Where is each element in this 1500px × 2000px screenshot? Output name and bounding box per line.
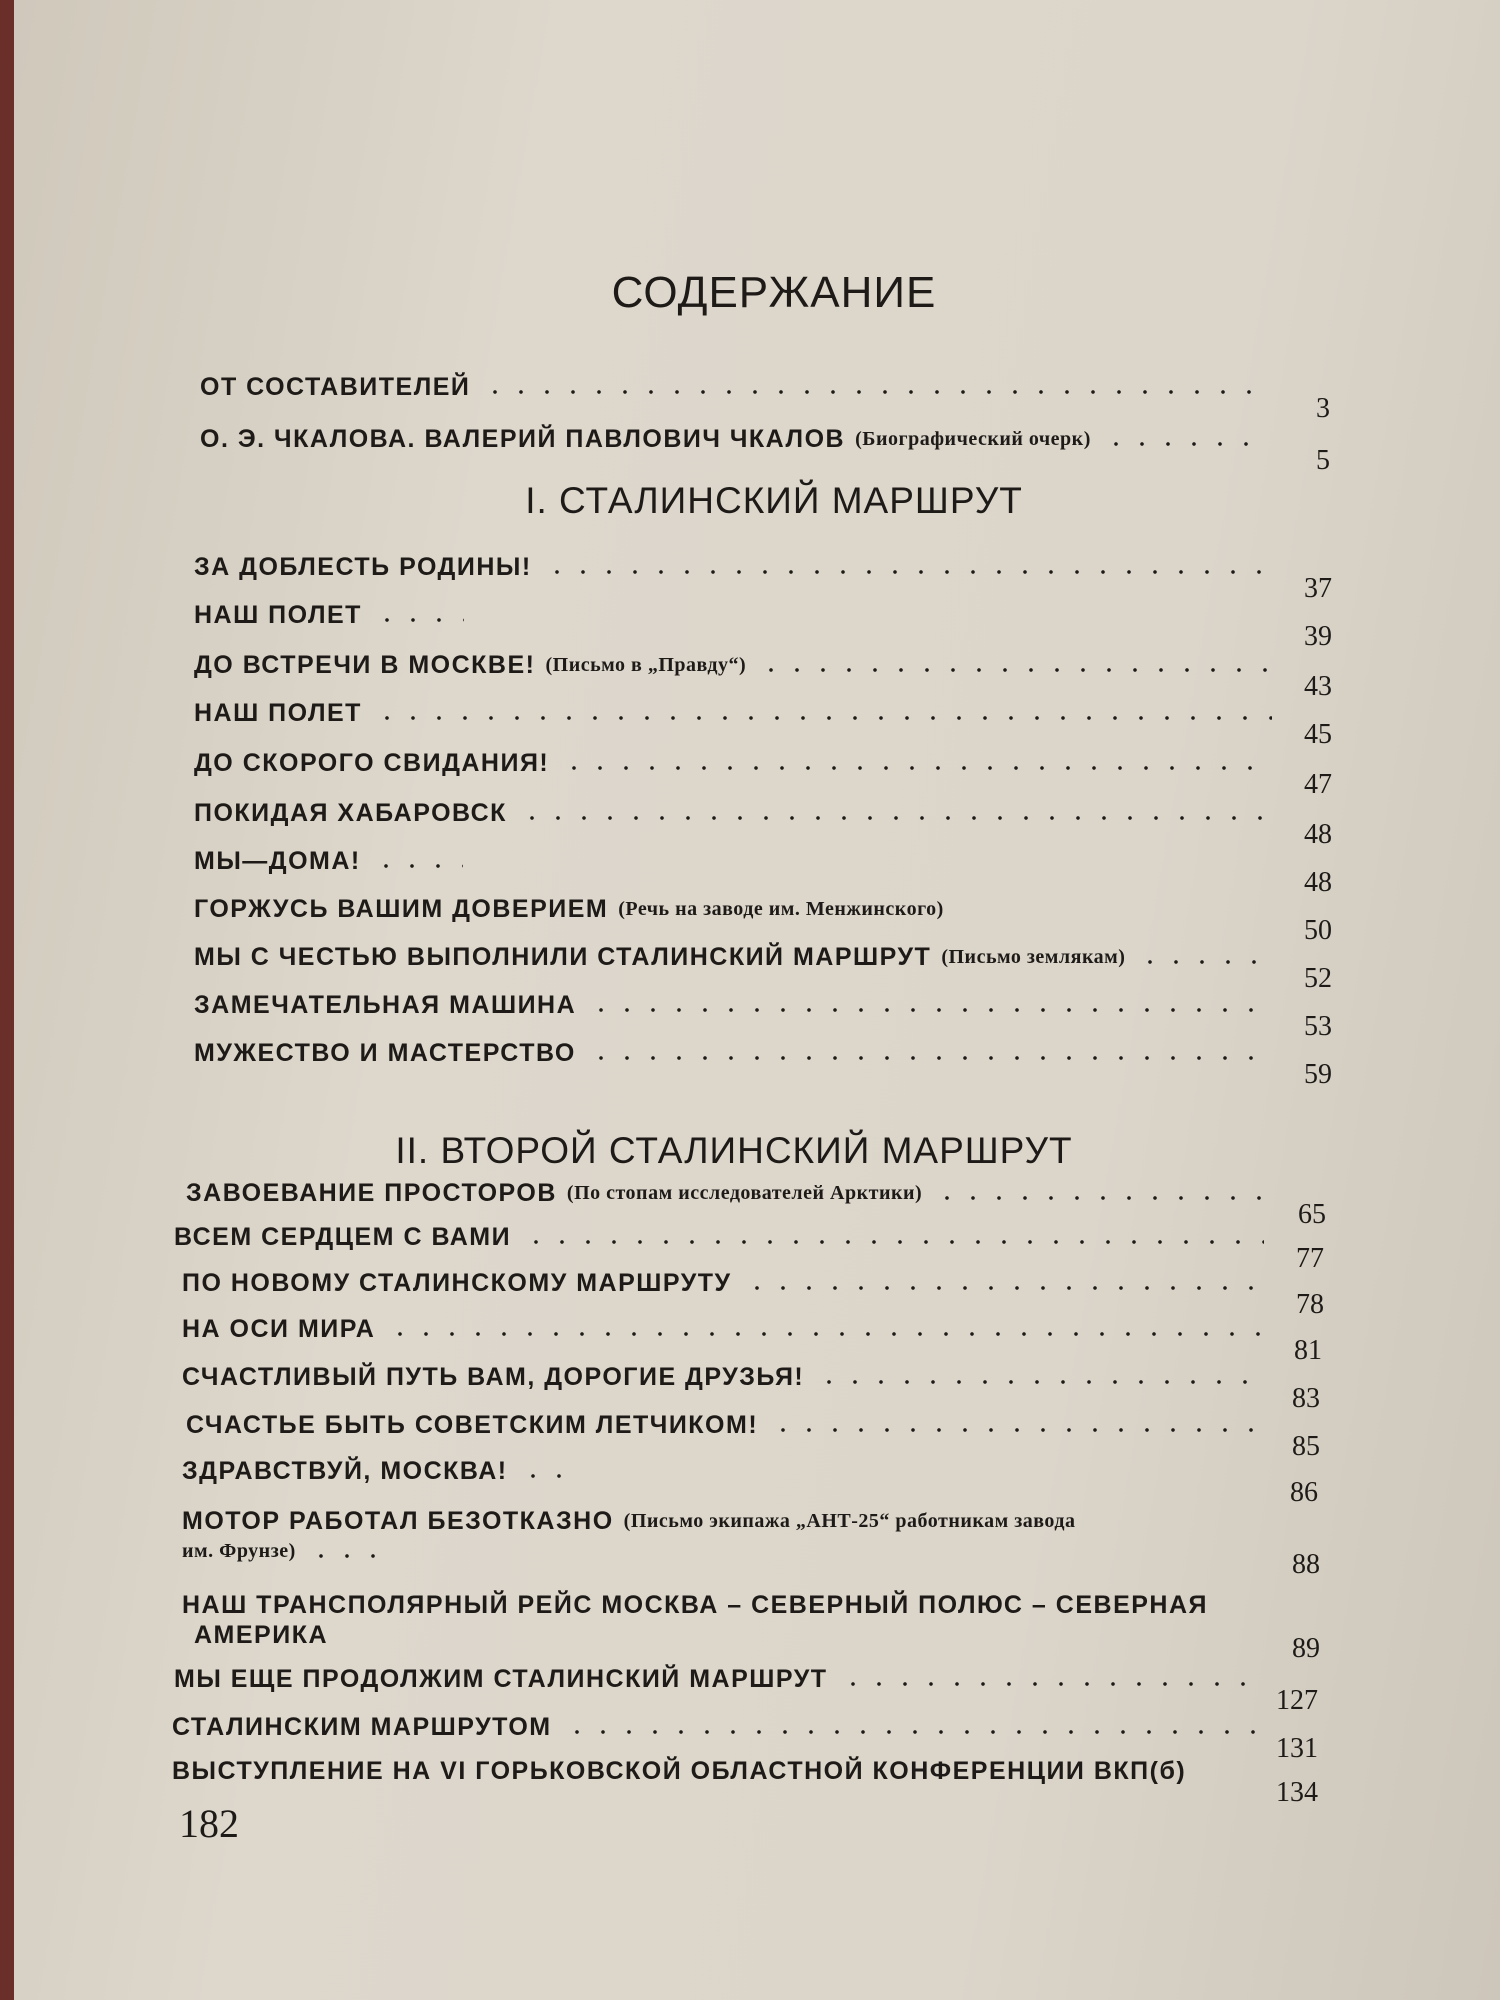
toc-entry-title: НА ОСИ МИРА bbox=[182, 1315, 376, 1343]
toc-entry-title: ЗАМЕЧАТЕЛЬНАЯ МАШИНА bbox=[194, 991, 577, 1019]
dot-leader bbox=[564, 1730, 1258, 1734]
dot-leader bbox=[519, 816, 1272, 820]
dot-leader bbox=[387, 1332, 1262, 1336]
dot-leader bbox=[374, 618, 464, 622]
toc-entry-page: 88 bbox=[1292, 1549, 1320, 1580]
toc-entry-page: 37 bbox=[1304, 573, 1332, 604]
toc-entry bbox=[172, 1756, 1318, 1812]
toc-entry-page: 83 bbox=[1292, 1383, 1320, 1414]
dot-leader bbox=[588, 1056, 1272, 1060]
toc-entry-page: 47 bbox=[1304, 769, 1332, 800]
toc-entry-page: 53 bbox=[1304, 1011, 1332, 1042]
toc-entry bbox=[182, 1590, 1320, 1670]
dot-leader bbox=[544, 570, 1272, 574]
toc-entry-title: ЗА ДОБЛЕСТЬ РОДИНЫ! bbox=[194, 553, 532, 581]
toc-entry-page: 59 bbox=[1304, 1059, 1332, 1090]
toc-entry-line1 bbox=[182, 1590, 1260, 1620]
dot-leader bbox=[1137, 960, 1272, 964]
toc-entry bbox=[194, 748, 1332, 804]
toc-entry-page: 52 bbox=[1304, 963, 1332, 994]
dot-leader bbox=[770, 1428, 1260, 1432]
toc-entry-title: НАШ ПОЛЕТ bbox=[194, 601, 362, 629]
book-page bbox=[14, 0, 1500, 2000]
toc-entry bbox=[200, 372, 1330, 428]
toc-entry bbox=[182, 1456, 1318, 1512]
toc-entry bbox=[194, 600, 1332, 656]
dot-leader bbox=[374, 716, 1272, 720]
toc-entry-page: 3 bbox=[1316, 393, 1330, 424]
toc-entry-title: МЫ С ЧЕСТЬЮ ВЫПОЛНИЛИ СТАЛИНСКИЙ МАРШРУТ bbox=[194, 943, 932, 971]
toc-entry-page: 39 bbox=[1304, 621, 1332, 652]
toc-entry-title-continued: АМЕРИКА bbox=[194, 1621, 329, 1649]
toc-entry-page: 5 bbox=[1316, 445, 1330, 476]
toc-entry-title: ЗДРАВСТВУЙ, МОСКВА! bbox=[182, 1457, 508, 1485]
toc-entry-page: 127 bbox=[1276, 1685, 1318, 1716]
dot-leader bbox=[523, 1240, 1264, 1244]
toc-entry-note: (Биографический очерк) bbox=[855, 428, 1091, 450]
toc-entry bbox=[182, 1506, 1320, 1586]
toc-entry-title: НАШ ПОЛЕТ bbox=[194, 699, 362, 727]
toc-entry-page: 77 bbox=[1296, 1243, 1324, 1274]
toc-entry-title: МОТОР РАБОТАЛ БЕЗОТКАЗНО bbox=[182, 1507, 614, 1535]
dot-leader bbox=[520, 1474, 580, 1478]
dot-leader bbox=[934, 1196, 1266, 1200]
toc-entry-page: 81 bbox=[1294, 1335, 1322, 1366]
toc-entry-title: ОТ СОСТАВИТЕЛЕЙ bbox=[200, 373, 471, 401]
dot-leader bbox=[744, 1286, 1264, 1290]
toc-entry-page: 85 bbox=[1292, 1431, 1320, 1462]
toc-entry-note: (По стопам исследователей Арктики) bbox=[566, 1182, 923, 1204]
toc-entry-title: СЧАСТЛИВЫЙ ПУТЬ ВАМ, ДОРОГИЕ ДРУЗЬЯ! bbox=[182, 1363, 805, 1391]
toc-entry-title: МЫ ЕЩЕ ПРОДОЛЖИМ СТАЛИНСКИЙ МАРШРУТ bbox=[174, 1665, 828, 1693]
dot-leader bbox=[758, 668, 1272, 672]
toc-entry-page: 50 bbox=[1304, 915, 1332, 946]
toc-entry-line1 bbox=[182, 1506, 1260, 1536]
dot-leader bbox=[308, 1554, 388, 1558]
toc-entry-page: 65 bbox=[1298, 1199, 1326, 1230]
toc-entry-title: СТАЛИНСКИМ МАРШРУТОМ bbox=[172, 1713, 552, 1741]
dot-leader bbox=[561, 766, 1272, 770]
dot-leader bbox=[588, 1008, 1272, 1012]
toc-entry-note: (Письмо в „Правду“) bbox=[545, 654, 747, 676]
toc-entry bbox=[200, 424, 1330, 480]
toc-entry-note-continued: им. Фрунзе) bbox=[182, 1540, 296, 1562]
section-title: I. СТАЛИНСКИЙ МАРШРУТ bbox=[525, 480, 1023, 521]
dot-leader bbox=[1103, 442, 1270, 446]
toc-entry-title: ДО СКОРОГО СВИДАНИЯ! bbox=[194, 749, 550, 777]
toc-entry bbox=[194, 698, 1332, 754]
toc-entry-title: НАШ ТРАНСПОЛЯРНЫЙ РЕЙС МОСКВА – СЕВЕРНЫЙ ПОЛЮС – СЕВЕРНАЯ bbox=[182, 1591, 1208, 1619]
toc-entry-text bbox=[182, 1506, 1260, 1566]
toc-entry-title: ПО НОВОМУ СТАЛИНСКОМУ МАРШРУТУ bbox=[182, 1269, 732, 1297]
section-title: II. ВТОРОЙ СТАЛИНСКИЙ МАРШРУТ bbox=[395, 1130, 1073, 1171]
toc-entry-title: О. Э. ЧКАЛОВА. ВАЛЕРИЙ ПАВЛОВИЧ ЧКАЛОВ bbox=[200, 425, 846, 453]
dot-leader bbox=[373, 864, 463, 868]
toc-entry-page: 48 bbox=[1304, 867, 1332, 898]
toc-entry-note: (Письмо экипажа „АНТ-25“ работникам завода bbox=[623, 1510, 1076, 1532]
toc-entry-line2 bbox=[182, 1620, 1260, 1650]
toc-entry-page: 131 bbox=[1276, 1733, 1318, 1764]
toc-entry-page: 86 bbox=[1290, 1477, 1318, 1508]
toc-entry-title: ВЫСТУПЛЕНИЕ НА VI ГОРЬКОВСКОЙ ОБЛАСТНОЙ КОНФЕРЕНЦИИ ВКП(б) bbox=[172, 1757, 1187, 1785]
book-cover-edge bbox=[0, 0, 14, 2000]
toc-entry-title: ВСЕМ СЕРДЦЕМ С ВАМИ bbox=[174, 1223, 512, 1251]
toc-entry-page: 78 bbox=[1296, 1289, 1324, 1320]
toc-entry-line2 bbox=[182, 1536, 1260, 1566]
toc-entry-note: (Письмо землякам) bbox=[941, 946, 1126, 968]
toc-entry-title: ПОКИДАЯ ХАБАРОВСК bbox=[194, 799, 507, 827]
toc-entry-page: 48 bbox=[1304, 819, 1332, 850]
dot-leader bbox=[816, 1380, 1260, 1384]
toc-entry-page: 134 bbox=[1276, 1777, 1318, 1808]
contents-title: СОДЕРЖАНИЕ bbox=[611, 268, 937, 317]
toc-entry-text bbox=[182, 1590, 1260, 1650]
toc-entry-title: ГОРЖУСЬ ВАШИМ ДОВЕРИЕМ bbox=[194, 895, 609, 923]
dot-leader bbox=[482, 390, 1270, 394]
toc-entry bbox=[194, 1038, 1332, 1094]
toc-entry-title: МЫ—ДОМА! bbox=[194, 847, 361, 875]
dot-leader bbox=[840, 1682, 1258, 1686]
toc-entry-note: (Речь на заводе им. Менжинского) bbox=[618, 898, 944, 920]
toc-entry-title: СЧАСТЬЕ БЫТЬ СОВЕТСКИМ ЛЕТЧИКОМ! bbox=[186, 1411, 759, 1439]
toc-entry-title: ЗАВОЕВАНИЕ ПРОСТОРОВ bbox=[186, 1179, 557, 1207]
toc-entry-title: ДО ВСТРЕЧИ В МОСКВЕ! bbox=[194, 651, 536, 679]
toc-entry-page: 45 bbox=[1304, 719, 1332, 750]
page-number: 182 bbox=[179, 1801, 239, 1846]
toc-entry-page: 89 bbox=[1292, 1633, 1320, 1664]
toc-entry-page: 43 bbox=[1304, 671, 1332, 702]
toc-entry-title: МУЖЕСТВО И МАСТЕРСТВО bbox=[194, 1039, 576, 1067]
